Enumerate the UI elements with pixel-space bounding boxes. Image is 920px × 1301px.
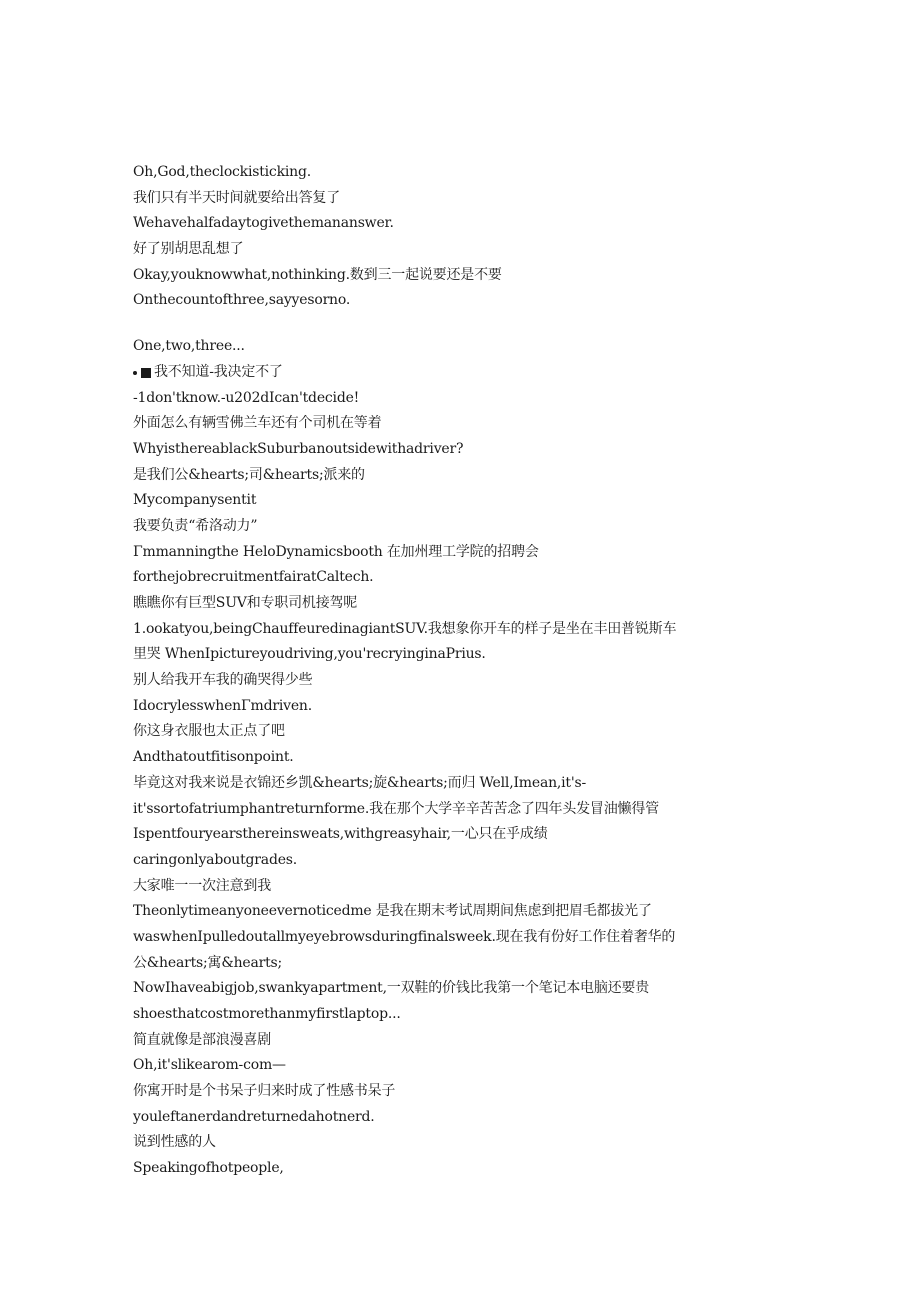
text-line: 好了别胡思乱想了 xyxy=(133,241,244,258)
text-line: 公&hearts;寓&hearts; xyxy=(133,954,283,971)
text-line: Andthatoutfitisonpoint. xyxy=(133,749,294,766)
text-line: 我们只有半天时间就要给出答复了 xyxy=(133,189,340,206)
text-line: 我不知道-我决定不了 xyxy=(154,363,283,380)
text-line: Onthecountofthree,sayyesorno. xyxy=(133,292,351,309)
text-line: Ispentfouryearsthereinsweats,withgreasyhair,一心只在乎成绩 xyxy=(133,826,548,843)
text-line: caringonlyaboutgrades. xyxy=(133,851,298,868)
text-line: Oh,God,theclockisticking. xyxy=(133,164,311,180)
text-line: Okay,youknowwhat,nothinking.数到三一起说要还是不要 xyxy=(133,266,502,283)
text-line: 我要负责“希洛动力” xyxy=(133,517,258,534)
text-line: 1.ookatyou,beingChauffeuredinagiantSUV.我想象你开车的样子是坐在丰田普锐斯车 xyxy=(133,620,677,637)
text-line: Mycompanysentit xyxy=(133,492,257,509)
text-line: 你寓开时是个书呆子归来时成了性感书呆子 xyxy=(133,1083,396,1100)
text-line: Γmmanningthe HeloDynamicsbooth 在加州理工学院的招聘会 xyxy=(133,543,539,560)
text-line: IdocrylesswhenΓmdriven. xyxy=(133,697,312,714)
text-line: 毕竟这对我来说是衣锦还乡凯&hearts;旋&hearts;而归 Well,Imean,it's- xyxy=(133,774,587,791)
text-line: -1don'tknow.-u202dIcan'tdecide! xyxy=(133,389,360,406)
text-line: WhyisthereablackSuburbanoutsidewithadriver? xyxy=(133,440,464,457)
text-line: Wehavehalfadaytogivethemananswer. xyxy=(133,215,394,232)
text-line: 外面怎么有辆雪佛兰车还有个司机在等着 xyxy=(133,415,382,432)
square-bullet-icon xyxy=(141,368,151,378)
text-line: youleftanerdandreturnedahotnerd. xyxy=(133,1108,375,1125)
text-line: NowIhaveabigjob,swankyapartment,一双鞋的价钱比我第一个笔记本电脑还要贵 xyxy=(133,980,650,997)
text-line: 说到性感的人 xyxy=(133,1134,216,1151)
text-line: waswhenIpulledoutallmyeyebrowsduringfinalsweek.现在我有份好工作住着奢华的 xyxy=(133,928,676,945)
text-line: 里哭 WhenIpictureyoudriving,you'recryinginaPrius. xyxy=(133,646,486,663)
text-line: 瞧瞧你有巨型SUV和专职司机接驾呢 xyxy=(133,595,358,611)
text-line: Speakingofhotpeople, xyxy=(133,1160,284,1177)
text-line: 你这身衣服也太正点了吧 xyxy=(133,723,285,740)
subtitle-document xyxy=(133,160,833,1182)
text-line: Oh,it'slikearom-com— xyxy=(133,1057,286,1074)
bullet-dot-icon xyxy=(133,371,137,375)
text-line: Theonlytimeanyoneevernoticedme 是我在期末考试周期间焦虑到把眉毛都拔光了 xyxy=(133,903,652,920)
text-line: One,two,three... xyxy=(133,338,245,355)
text-line: it'ssortofatriumphantreturnforme.我在那个大学辛辛苦苦念了四年头发冒油懒得管 xyxy=(133,800,659,817)
paragraph-gap xyxy=(133,314,833,334)
text-line: forthejobrecruitmentfairatCaltech. xyxy=(133,569,374,586)
bullet-line xyxy=(133,360,833,386)
text-line: 简直就像是部浪漫喜剧 xyxy=(133,1031,271,1048)
text-line: 别人给我开车我的确哭得少些 xyxy=(133,672,313,689)
text-line: 大家唯一一次注意到我 xyxy=(133,877,271,894)
text-line: 是我们公&hearts;司&hearts;派来的 xyxy=(133,466,365,483)
text-line: shoesthatcostmorethanmyfirstlaptop... xyxy=(133,1006,401,1022)
